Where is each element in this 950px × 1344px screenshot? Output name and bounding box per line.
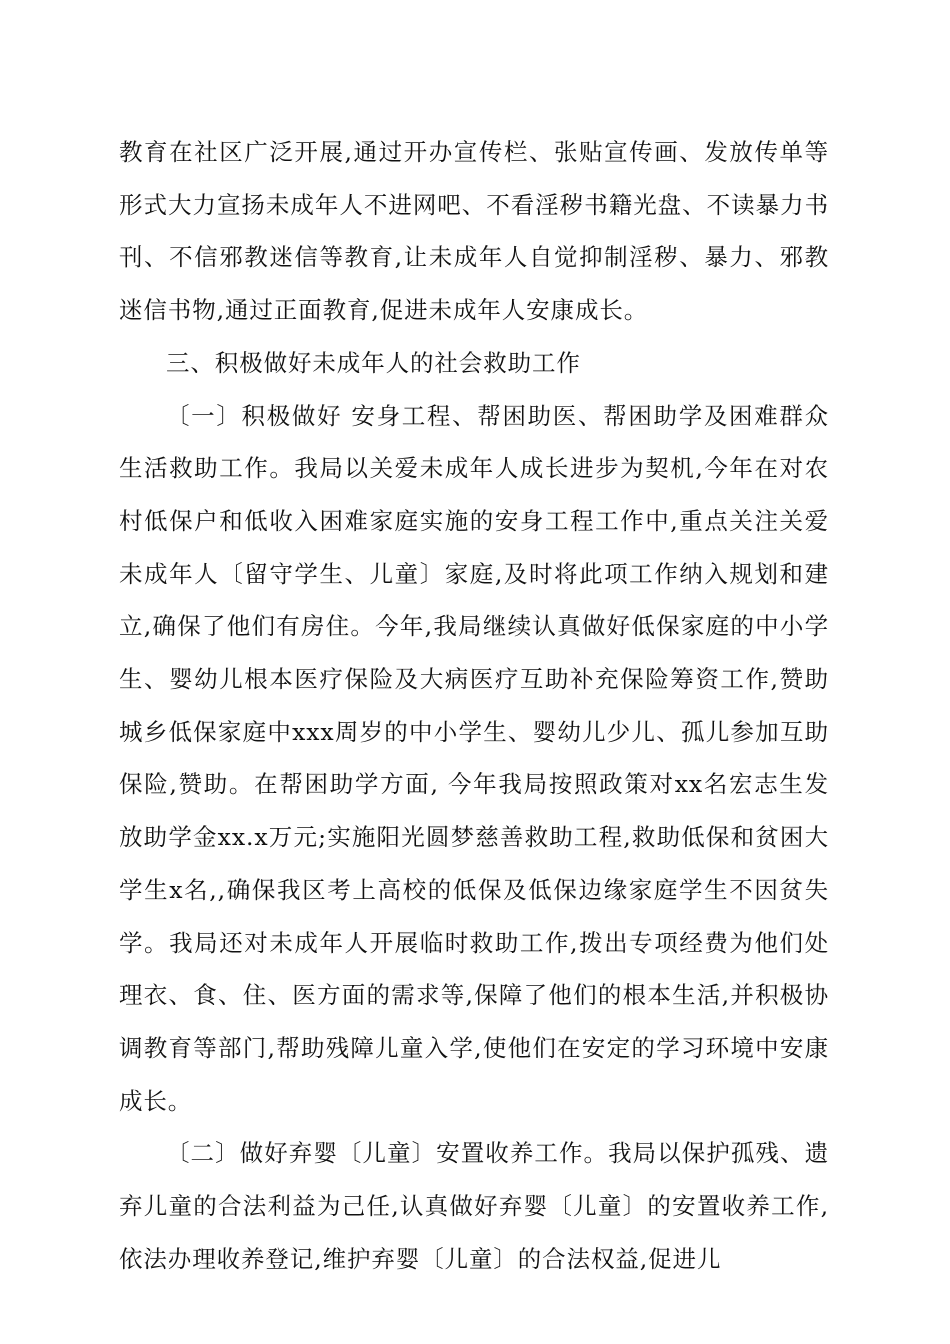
paragraph-continuation: 教育在社区广泛开展,通过开办宣传栏、张贴宣传画、发放传单等形式大力宣扬未成年人不进网吧、不看淫秽书籍光盘、不读暴力书刊、不信邪教迷信等教育,让未成年人自觉抑制淫秽、暴力、邪教迷信书物,通过正面教育,促进未成年人安康成长。: [119, 138, 829, 325]
section-heading: 三、积极做好未成年人的社会救助工作: [166, 348, 581, 377]
paragraph-item-2: 〔二〕做好弃婴〔儿童〕安置收养工作。我局以保护孤残、遗弃儿童的合法利益为己任,认真做好弃婴〔儿童〕的安置收养工作,依法办理收养登记,维护弃婴〔儿童〕的合法权益,促进儿: [119, 1139, 829, 1273]
paragraph-item-1: 〔一〕积极做好 安身工程、帮困助医、帮困助学及困难群众生活救助工作。我局以关爱未成年人成长进步为契机,今年在对农村低保户和低收入困难家庭实施的安身工程工作中,重点关注关爱未成年人〔留守学生、儿童〕家庭,及时将此项工作纳入规划和建立,确保了他们有房住。今年,我局继续认真做好低保家庭的中小学生、婴幼儿根本医疗保险及大病医疗互助补充保险筹资工作,赞助城乡低保家庭中xxx周岁的中小学生、婴幼儿少儿、孤儿参加互助保险,赞助。在帮困助学方面, 今年我局按照政策对xx名宏志生发放助学金xx.x万元;实施阳光圆梦慈善救助工程,救助低保和贫困大学生x名,,确保我区考上高校的低保及低保边缘家庭学生不因贫失学。我局还对未成年人开展临时救助工作,拨出专项经费为他们处理衣、食、住、医方面的需求等,保障了他们的根本生活,并积极协调教育等部门,帮助残障儿童入学,使他们在安定的学习环境中安康成长。: [119, 401, 829, 1115]
document-body: [119, 126, 829, 1285]
